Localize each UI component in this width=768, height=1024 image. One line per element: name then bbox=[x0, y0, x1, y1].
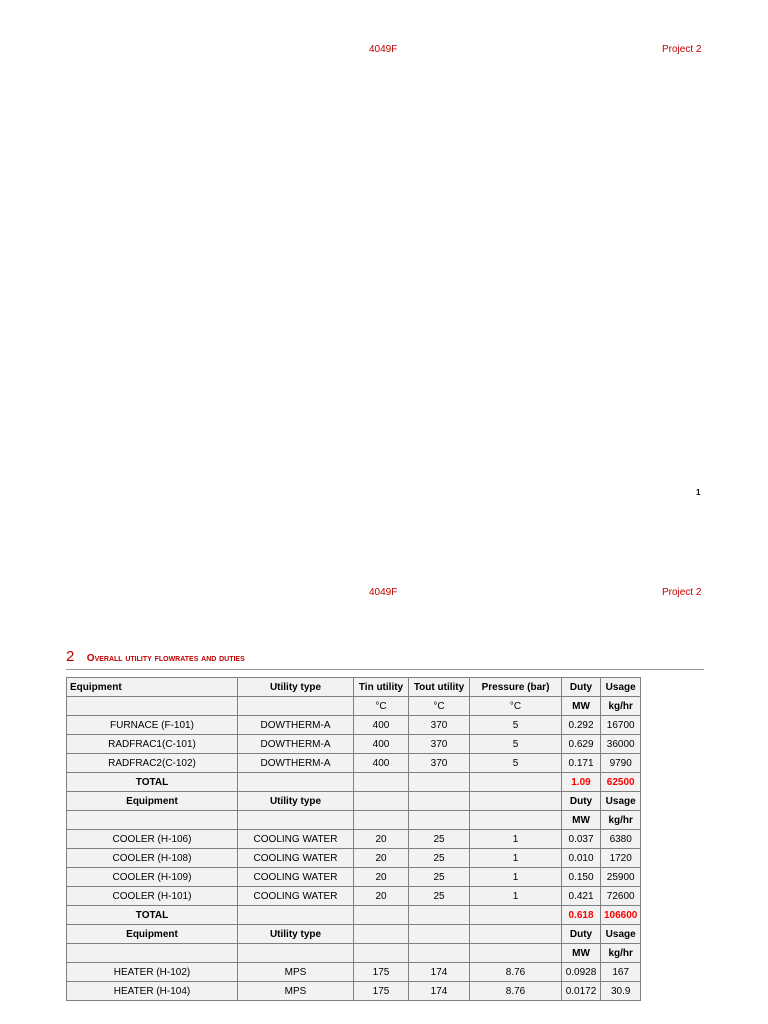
table-cell: 0.171 bbox=[562, 754, 601, 773]
table-cell: °C bbox=[470, 697, 562, 716]
table-cell bbox=[238, 697, 354, 716]
table-cell bbox=[409, 773, 470, 792]
table-cell: Tout utility bbox=[409, 678, 470, 697]
table-cell bbox=[470, 773, 562, 792]
table-cell bbox=[354, 811, 409, 830]
table-cell: 36000 bbox=[601, 735, 641, 754]
table-cell: Duty bbox=[562, 925, 601, 944]
table-cell: MW bbox=[562, 811, 601, 830]
table-cell: Utility type bbox=[238, 678, 354, 697]
table-cell bbox=[470, 792, 562, 811]
table-cell: Duty bbox=[562, 678, 601, 697]
table-cell bbox=[238, 906, 354, 925]
table-cell: 72600 bbox=[601, 887, 641, 906]
table-cell: 400 bbox=[354, 716, 409, 735]
table-cell: DOWTHERM-A bbox=[238, 735, 354, 754]
page-number: 1 bbox=[696, 488, 701, 497]
table-cell: 0.629 bbox=[562, 735, 601, 754]
table-row bbox=[67, 887, 641, 906]
table-cell: 0.010 bbox=[562, 849, 601, 868]
table-row bbox=[67, 754, 641, 773]
page2-header-project: Project 2 bbox=[662, 587, 702, 598]
table-cell: Duty bbox=[562, 792, 601, 811]
table-cell bbox=[238, 811, 354, 830]
table-cell: RADFRAC1(C-101) bbox=[67, 735, 238, 754]
table-cell bbox=[67, 697, 238, 716]
table-cell bbox=[67, 944, 238, 963]
table-cell: 175 bbox=[354, 963, 409, 982]
page2-header-code: 4049F bbox=[369, 587, 398, 598]
table-cell: °C bbox=[409, 697, 470, 716]
table-cell: Usage bbox=[601, 925, 641, 944]
table-cell: Usage bbox=[601, 678, 641, 697]
table-cell: HEATER (H-104) bbox=[67, 982, 238, 1001]
table-cell: Usage bbox=[601, 792, 641, 811]
section-title: Overall utility flowrates and duties bbox=[86, 653, 245, 664]
table-cell: 0.618 bbox=[562, 906, 601, 925]
table-cell: 5 bbox=[470, 716, 562, 735]
table-cell bbox=[470, 925, 562, 944]
table-cell: Equipment bbox=[67, 678, 238, 697]
table-cell: 370 bbox=[409, 754, 470, 773]
table-cell: kg/hr bbox=[601, 811, 641, 830]
table-cell: MW bbox=[562, 697, 601, 716]
table-cell: Equipment bbox=[67, 792, 238, 811]
table-cell: 1.09 bbox=[562, 773, 601, 792]
table-cell: 25 bbox=[409, 868, 470, 887]
table-cell: 5 bbox=[470, 754, 562, 773]
table-cell bbox=[354, 792, 409, 811]
table-cell: 6380 bbox=[601, 830, 641, 849]
table-cell: 0.0172 bbox=[562, 982, 601, 1001]
table-cell: 20 bbox=[354, 887, 409, 906]
table-cell: DOWTHERM-A bbox=[238, 754, 354, 773]
section-heading bbox=[66, 648, 704, 670]
table-cell: °C bbox=[354, 697, 409, 716]
table-cell: 400 bbox=[354, 735, 409, 754]
table-cell: 0.150 bbox=[562, 868, 601, 887]
table-cell bbox=[470, 944, 562, 963]
table-cell: DOWTHERM-A bbox=[238, 716, 354, 735]
table-cell: 1 bbox=[470, 830, 562, 849]
table-row bbox=[67, 982, 641, 1001]
table-cell bbox=[354, 906, 409, 925]
table-cell: 1 bbox=[470, 849, 562, 868]
table-cell: 175 bbox=[354, 982, 409, 1001]
table-cell bbox=[354, 925, 409, 944]
table-cell bbox=[409, 792, 470, 811]
table-cell bbox=[409, 906, 470, 925]
table-row bbox=[67, 868, 641, 887]
table-cell bbox=[409, 811, 470, 830]
table-cell: COOLING WATER bbox=[238, 849, 354, 868]
table-cell: TOTAL bbox=[67, 906, 238, 925]
table-cell bbox=[470, 906, 562, 925]
table-cell: 25 bbox=[409, 887, 470, 906]
table-cell: Utility type bbox=[238, 925, 354, 944]
table-row bbox=[67, 849, 641, 868]
table-cell: MPS bbox=[238, 963, 354, 982]
table-cell bbox=[470, 811, 562, 830]
table-units-row bbox=[67, 811, 641, 830]
table-cell: 25900 bbox=[601, 868, 641, 887]
table-cell: 370 bbox=[409, 716, 470, 735]
table-cell: MW bbox=[562, 944, 601, 963]
table-total-row bbox=[67, 773, 641, 792]
table-row bbox=[67, 830, 641, 849]
table-units-row bbox=[67, 944, 641, 963]
table-cell: 0.292 bbox=[562, 716, 601, 735]
table-cell bbox=[409, 925, 470, 944]
table-cell: kg/hr bbox=[601, 697, 641, 716]
table-cell: 1 bbox=[470, 887, 562, 906]
page1-header-project: Project 2 bbox=[662, 44, 702, 55]
table-cell: Equipment bbox=[67, 925, 238, 944]
table-cell bbox=[409, 944, 470, 963]
table-cell: 370 bbox=[409, 735, 470, 754]
table-cell: HEATER (H-102) bbox=[67, 963, 238, 982]
table-cell: 167 bbox=[601, 963, 641, 982]
table-cell: COOLING WATER bbox=[238, 887, 354, 906]
table-cell: COOLING WATER bbox=[238, 868, 354, 887]
table-cell: 174 bbox=[409, 963, 470, 982]
table-cell: 25 bbox=[409, 849, 470, 868]
table-total-row bbox=[67, 906, 641, 925]
table-cell: Tin utility bbox=[354, 678, 409, 697]
utility-table bbox=[66, 677, 641, 1001]
table-cell: 8.76 bbox=[470, 982, 562, 1001]
table-cell: 0.421 bbox=[562, 887, 601, 906]
table-cell: 1 bbox=[470, 868, 562, 887]
table-cell: 25 bbox=[409, 830, 470, 849]
table-cell: 16700 bbox=[601, 716, 641, 735]
table-cell: 0.0928 bbox=[562, 963, 601, 982]
table-units-row bbox=[67, 697, 641, 716]
table-cell: 174 bbox=[409, 982, 470, 1001]
table-cell: 5 bbox=[470, 735, 562, 754]
table-header-row bbox=[67, 678, 641, 697]
table-cell: RADFRAC2(C-102) bbox=[67, 754, 238, 773]
table-cell: 20 bbox=[354, 849, 409, 868]
table-cell: COOLER (H-101) bbox=[67, 887, 238, 906]
table-cell: 62500 bbox=[601, 773, 641, 792]
table-cell: FURNACE (F-101) bbox=[67, 716, 238, 735]
table-subheader-row bbox=[67, 792, 641, 811]
table-cell: 30.9 bbox=[601, 982, 641, 1001]
table-cell: TOTAL bbox=[67, 773, 238, 792]
table-cell: Pressure (bar) bbox=[470, 678, 562, 697]
table-cell: MPS bbox=[238, 982, 354, 1001]
table-cell: Utility type bbox=[238, 792, 354, 811]
table-cell: kg/hr bbox=[601, 944, 641, 963]
table-cell bbox=[354, 944, 409, 963]
table-cell: 0.037 bbox=[562, 830, 601, 849]
table-row bbox=[67, 716, 641, 735]
table-cell bbox=[67, 811, 238, 830]
table-cell bbox=[238, 944, 354, 963]
table-cell bbox=[238, 773, 354, 792]
table-cell: 1720 bbox=[601, 849, 641, 868]
table-cell: 106600 bbox=[601, 906, 641, 925]
table-cell: COOLER (H-106) bbox=[67, 830, 238, 849]
table-cell: 20 bbox=[354, 830, 409, 849]
table-cell: COOLER (H-108) bbox=[67, 849, 238, 868]
table-row bbox=[67, 963, 641, 982]
table-cell: 20 bbox=[354, 868, 409, 887]
table-cell: 400 bbox=[354, 754, 409, 773]
table-row bbox=[67, 735, 641, 754]
page1-header-code: 4049F bbox=[369, 44, 398, 55]
table-cell: 9790 bbox=[601, 754, 641, 773]
table-cell: COOLING WATER bbox=[238, 830, 354, 849]
table-cell bbox=[354, 773, 409, 792]
table-subheader-row bbox=[67, 925, 641, 944]
section-number: 2 bbox=[66, 648, 75, 665]
table-cell: COOLER (H-109) bbox=[67, 868, 238, 887]
table-cell: 8.76 bbox=[470, 963, 562, 982]
